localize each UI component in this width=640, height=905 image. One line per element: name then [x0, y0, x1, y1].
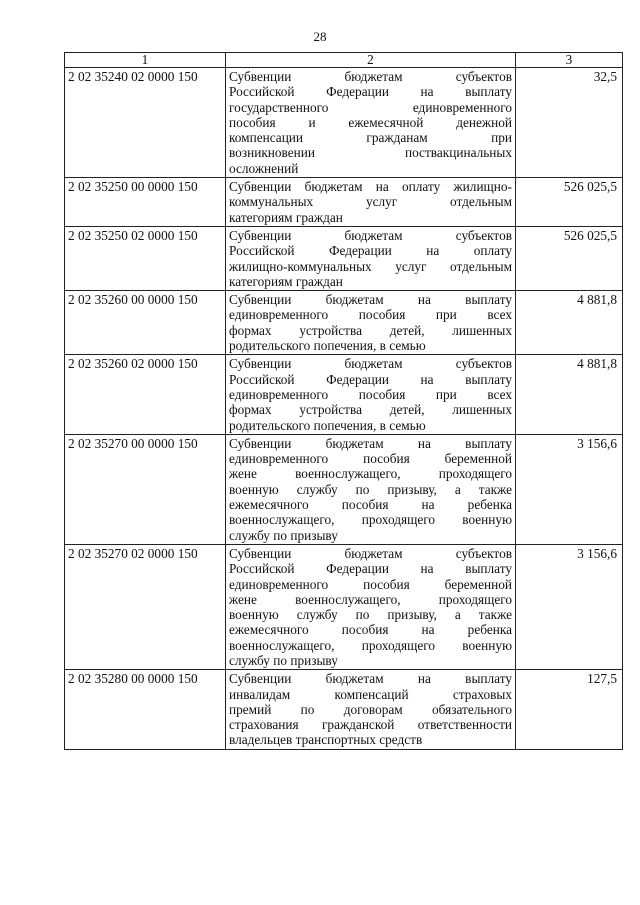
table-row	[65, 291, 623, 355]
description-line: Субвенции бюджетам субъектов	[229, 69, 512, 84]
revenue-code-cell: 2 02 35250 02 0000 150	[65, 226, 226, 290]
description-line: коммунальных услуг отдельным	[229, 194, 512, 210]
description-line: единовременного пособия беременной	[229, 576, 512, 592]
description-line: родительского попечения, в семью	[229, 417, 426, 433]
description-line: владельцев транспортных средств	[229, 732, 423, 748]
description-line: категориям граждан	[229, 273, 343, 289]
description-line: Субвенции бюджетам на оплату жилищно-	[229, 179, 512, 195]
description-line: инвалидам компенсаций страховых	[229, 686, 512, 702]
page-number: 28	[313, 29, 327, 44]
revenue-code-cell: 2 02 35260 02 0000 150	[65, 355, 226, 434]
description-line: возникновении поствакцинальных	[229, 145, 512, 161]
description-line: единовременного пособия при всех	[229, 307, 512, 323]
description-line: единовременного пособия беременной	[229, 451, 512, 467]
table-row	[65, 178, 623, 227]
description-line: Российской Федерации на выплату	[229, 84, 512, 100]
description-line: Субвенции бюджетам на выплату	[229, 435, 512, 451]
revenue-code-cell: 2 02 35260 00 0000 150	[65, 291, 226, 355]
description-cell	[226, 544, 516, 669]
table-row	[65, 544, 623, 669]
revenue-code-cell: 2 02 35250 00 0000 150	[65, 178, 226, 227]
amount-cell: 4 881,8	[516, 291, 623, 355]
description-cell	[226, 355, 516, 434]
description-cell	[226, 68, 516, 178]
table-header-row	[65, 53, 623, 68]
amount-cell: 127,5	[516, 670, 623, 749]
description-line: пособия и ежемесячной денежной	[229, 114, 512, 130]
description-line: военнослужащего, проходящего военную	[229, 637, 512, 653]
description-line: формах устройства детей, лишенных	[229, 402, 512, 418]
column-header-1: 1	[65, 53, 226, 68]
description-line: службу по призыву	[229, 527, 338, 543]
table-row	[65, 226, 623, 290]
table-row	[65, 670, 623, 749]
description-line: Субвенции бюджетам субъектов	[229, 227, 512, 243]
description-line: Российской Федерации на оплату	[229, 243, 512, 259]
description-cell	[226, 178, 516, 227]
description-line: Субвенции бюджетам субъектов	[229, 356, 512, 372]
amount-cell: 526 025,5	[516, 178, 623, 227]
budget-revenue-table	[64, 52, 623, 750]
amount-cell: 3 156,6	[516, 434, 623, 544]
amount-cell: 4 881,8	[516, 355, 623, 434]
description-line: ежемесячного пособия на ребенка	[229, 497, 512, 513]
revenue-code-cell: 2 02 35280 00 0000 150	[65, 670, 226, 749]
column-header-2: 2	[226, 53, 516, 68]
description-line: жене военнослужащего, проходящего	[229, 466, 512, 482]
description-line: страхования гражданской ответственности	[229, 717, 512, 733]
description-line: государственного единовременного	[229, 99, 512, 115]
description-line: жене военнослужащего, проходящего	[229, 591, 512, 607]
description-line: ежемесячного пособия на ребенка	[229, 622, 512, 638]
amount-cell: 32,5	[516, 68, 623, 178]
table-body	[65, 68, 623, 750]
revenue-code-cell: 2 02 35270 02 0000 150	[65, 544, 226, 669]
description-line: формах устройства детей, лишенных	[229, 322, 512, 338]
revenue-code-cell: 2 02 35240 02 0000 150	[65, 68, 226, 178]
description-cell	[226, 291, 516, 355]
revenue-code-cell: 2 02 35270 00 0000 150	[65, 434, 226, 544]
description-line: военную службу по призыву, а также	[229, 481, 512, 497]
table-row	[65, 434, 623, 544]
table-row	[65, 68, 623, 178]
description-line: категориям граждан	[229, 209, 343, 225]
table-row	[65, 355, 623, 434]
description-line: компенсации гражданам при	[229, 130, 512, 146]
description-cell	[226, 226, 516, 290]
column-header-3: 3	[516, 53, 623, 68]
description-cell	[226, 670, 516, 749]
amount-cell: 526 025,5	[516, 226, 623, 290]
description-line: Российской Федерации на выплату	[229, 561, 512, 577]
description-line: военную службу по призыву, а также	[229, 607, 512, 623]
description-line: родительского попечения, в семью	[229, 338, 426, 354]
description-line: службу по призыву	[229, 652, 338, 668]
description-cell	[226, 434, 516, 544]
description-line: единовременного пособия при всех	[229, 386, 512, 402]
description-line: Российской Федерации на выплату	[229, 371, 512, 387]
amount-cell: 3 156,6	[516, 544, 623, 669]
description-line: премий по договорам обязательного	[229, 701, 512, 717]
description-line: Субвенции бюджетам субъектов	[229, 545, 512, 561]
description-line: Субвенции бюджетам на выплату	[229, 671, 512, 687]
description-line: Субвенции бюджетам на выплату	[229, 292, 512, 308]
description-line: осложнений	[229, 160, 299, 176]
description-line: военнослужащего, проходящего военную	[229, 512, 512, 528]
description-line: жилищно-коммунальных услуг отдельным	[229, 258, 512, 274]
